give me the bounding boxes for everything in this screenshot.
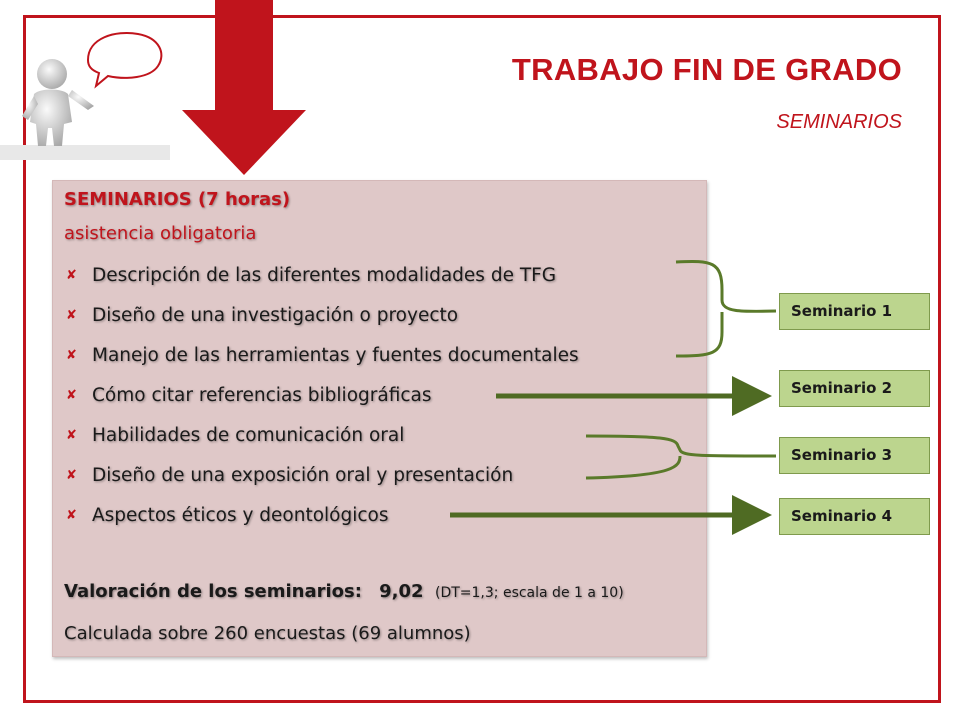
list-item-label: Cómo citar referencias bibliográficas bbox=[92, 385, 432, 406]
panel-subheading: asistencia obligatoria bbox=[64, 223, 257, 244]
cross-bullet-icon: ✘ bbox=[66, 348, 77, 363]
seminario-3-box: Seminario 3 bbox=[779, 437, 930, 474]
list-item bbox=[53, 381, 706, 421]
rating-note: (DT=1,3; escala de 1 a 10) bbox=[435, 585, 624, 601]
cross-bullet-icon: ✘ bbox=[66, 468, 77, 483]
rating-label: Valoración de los seminarios: bbox=[64, 581, 362, 602]
list-item bbox=[53, 301, 706, 341]
cross-bullet-icon: ✘ bbox=[66, 268, 77, 283]
list-item bbox=[53, 461, 706, 501]
cross-bullet-icon: ✘ bbox=[66, 428, 77, 443]
rating-value: 9,02 bbox=[379, 581, 424, 602]
page-title: TRABAJO FIN DE GRADO bbox=[511, 52, 902, 87]
topic-list bbox=[53, 261, 706, 541]
list-item-label: Diseño de una investigación o proyecto bbox=[92, 305, 459, 326]
seminario-2-box: Seminario 2 bbox=[779, 370, 930, 407]
seminario-1-box: Seminario 1 bbox=[779, 293, 930, 330]
seminario-4-box: Seminario 4 bbox=[779, 498, 930, 535]
cross-bullet-icon: ✘ bbox=[66, 308, 77, 323]
survey-note: Calculada sobre 260 encuestas (69 alumnos) bbox=[64, 623, 471, 644]
list-item-label: Manejo de las herramientas y fuentes documentales bbox=[92, 345, 579, 366]
list-item-label: Aspectos éticos y deontológicos bbox=[92, 505, 389, 526]
list-item-label: Diseño de una exposición oral y presentación bbox=[92, 465, 514, 486]
rating-line bbox=[64, 581, 624, 602]
cross-bullet-icon: ✘ bbox=[66, 508, 77, 523]
page-subtitle: SEMINARIOS bbox=[776, 111, 902, 133]
list-item bbox=[53, 421, 706, 461]
panel-heading: SEMINARIOS (7 horas) bbox=[64, 189, 291, 210]
list-item-label: Habilidades de comunicación oral bbox=[92, 425, 405, 446]
down-arrow-icon bbox=[182, 0, 306, 175]
list-item bbox=[53, 501, 706, 541]
list-item-label: Descripción de las diferentes modalidades de TFG bbox=[92, 265, 557, 286]
seminars-panel bbox=[52, 180, 707, 657]
list-item bbox=[53, 261, 706, 301]
thinking-figure-icon bbox=[0, 20, 170, 160]
cross-bullet-icon: ✘ bbox=[66, 388, 77, 403]
list-item bbox=[53, 341, 706, 381]
